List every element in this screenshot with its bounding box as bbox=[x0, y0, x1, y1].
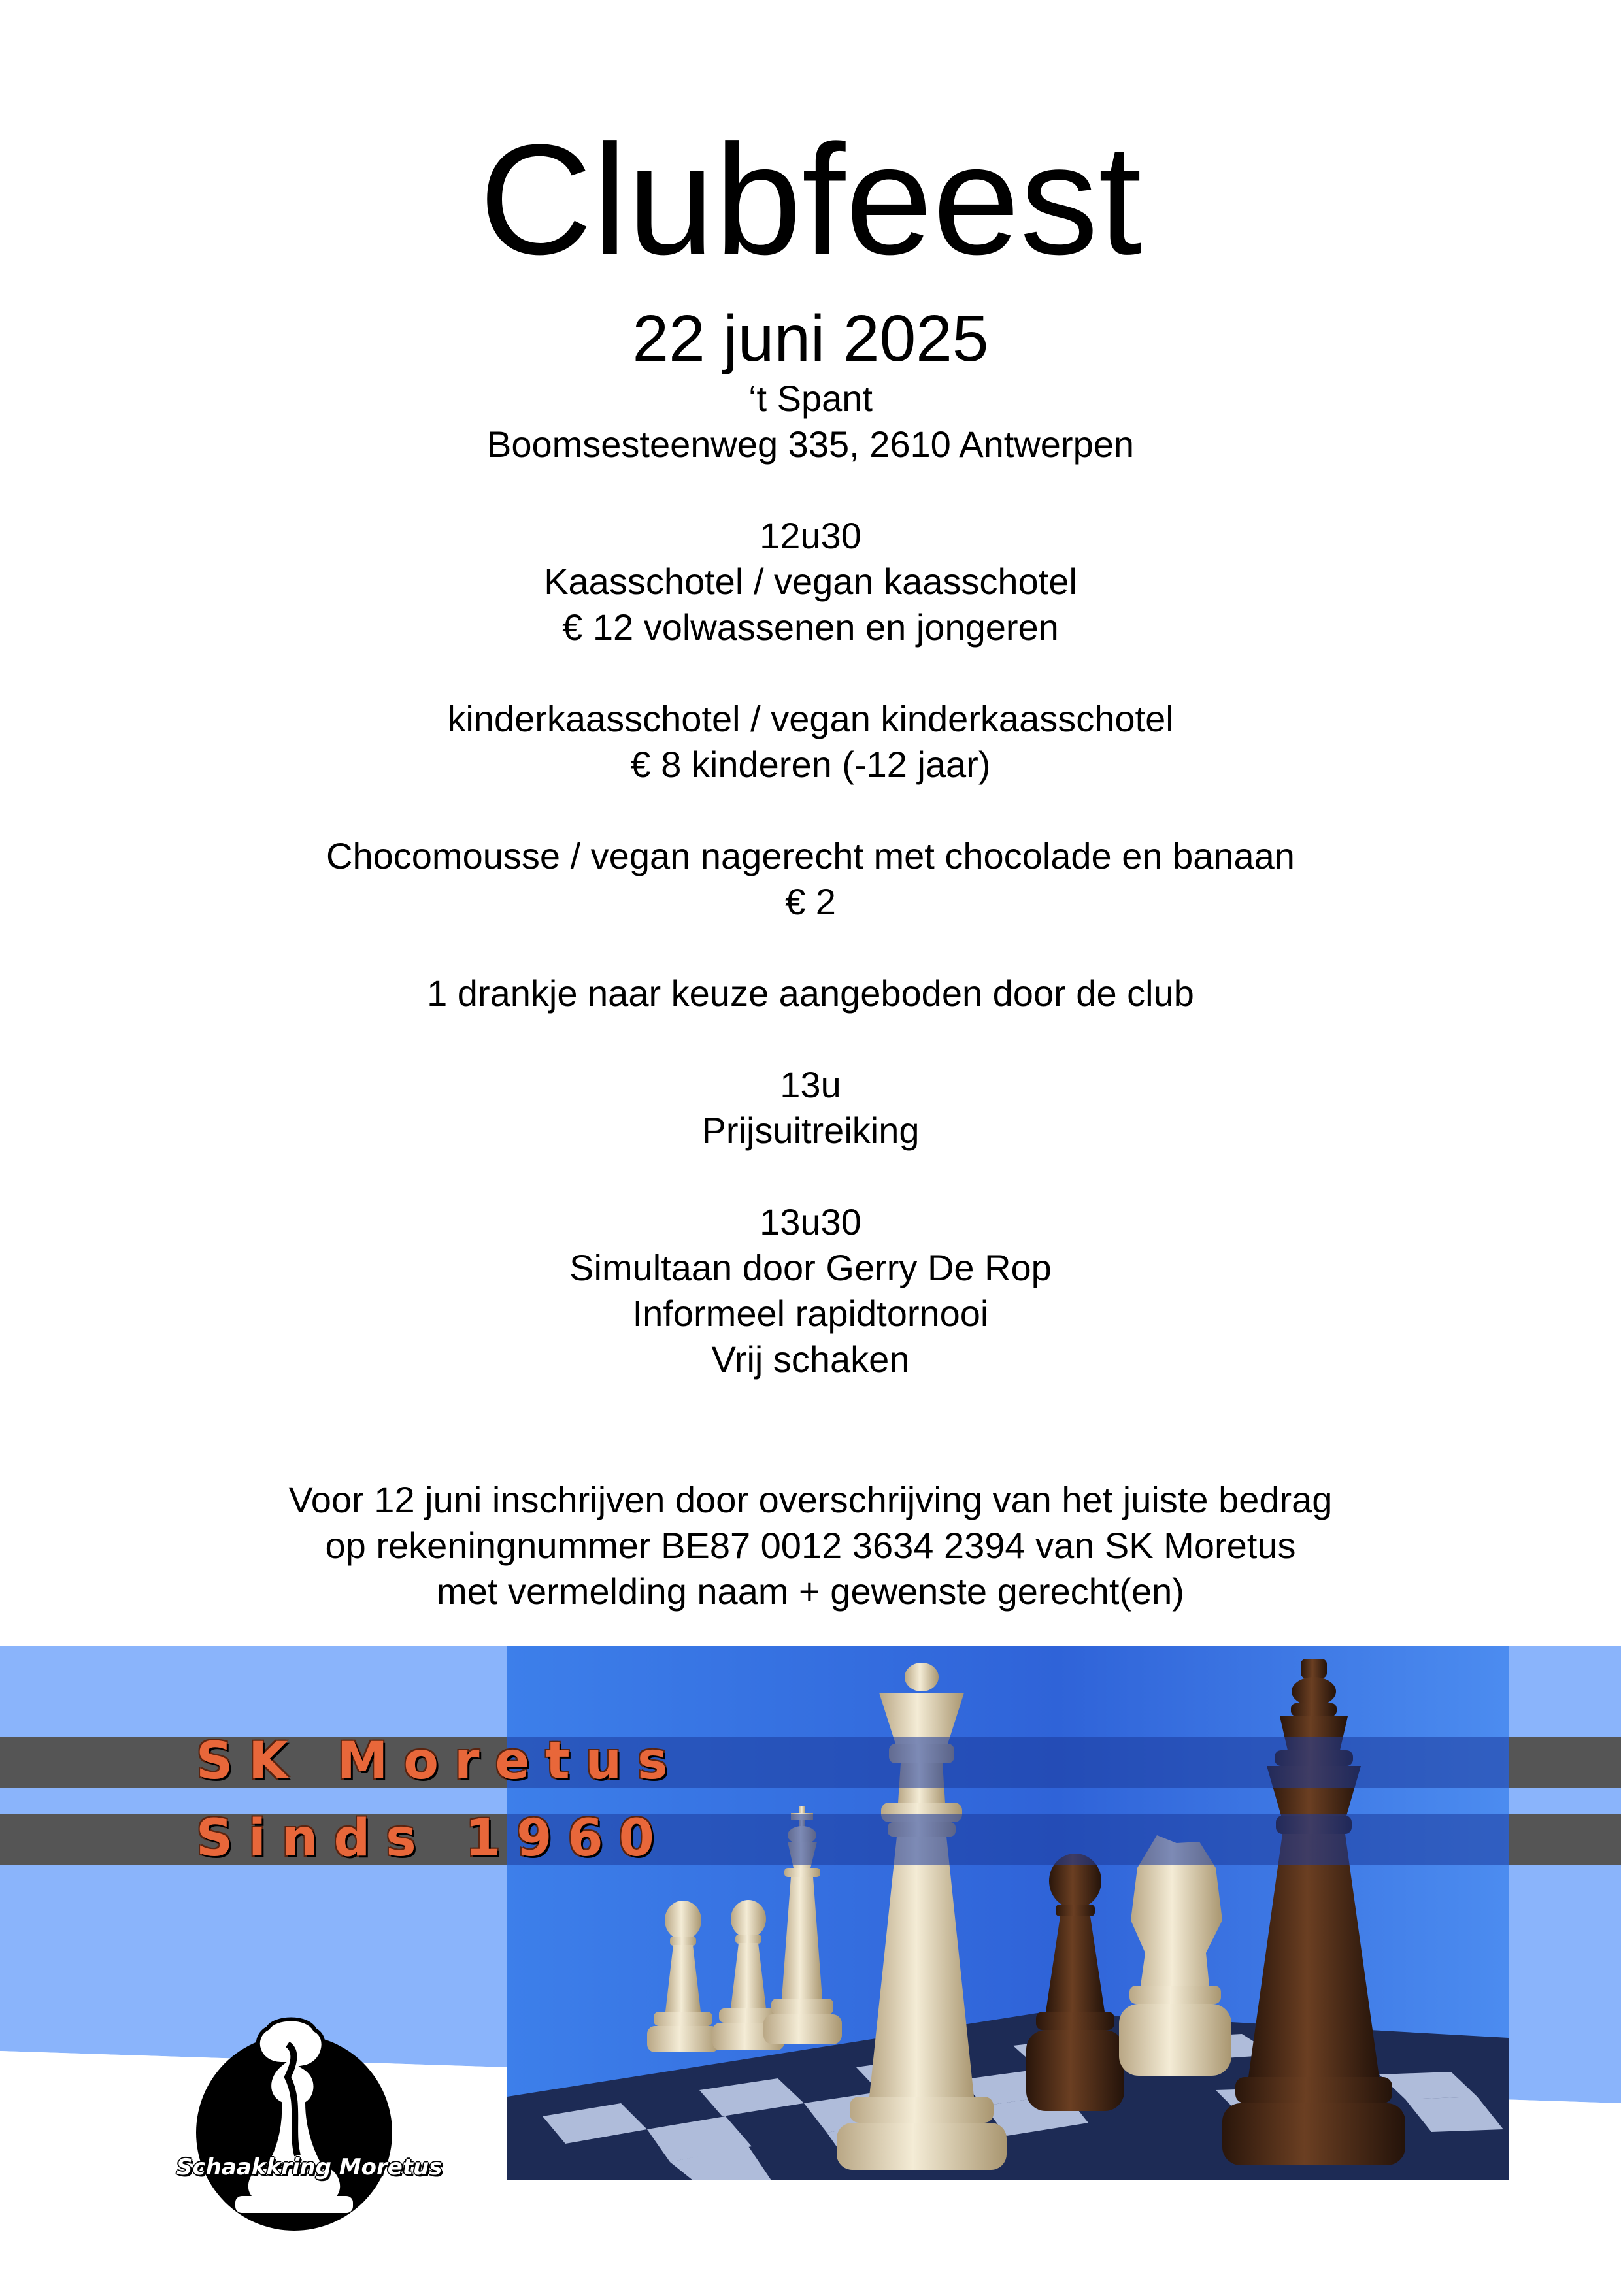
lunch-drink: 1 drankje naar keuze aangeboden door de club bbox=[427, 973, 1194, 1014]
lunch-time: 12u30 bbox=[760, 515, 861, 556]
event-address: Boomsesteenweg 335, 2610 Antwerpen bbox=[486, 424, 1135, 465]
chess-photo bbox=[507, 1646, 1509, 2180]
event-date: 22 juni 2025 bbox=[632, 302, 989, 375]
club-banner bbox=[0, 1646, 1621, 2293]
awards-label: Prijsuitreiking bbox=[701, 1110, 920, 1151]
lunch-dish-child: kinderkaasschotel / vegan kinderkaasschotel bbox=[447, 698, 1174, 739]
afternoon-item-rapid: Informeel rapidtornooi bbox=[632, 1293, 989, 1334]
registration-line-1: Voor 12 juni inschrijven door overschrijving van het juiste bedrag bbox=[288, 1479, 1333, 1520]
afternoon-time: 13u30 bbox=[760, 1201, 861, 1242]
lunch-price-child: € 8 kinderen (-12 jaar) bbox=[630, 744, 991, 785]
afternoon-item-simultaneous: Simultaan door Gerry De Rop bbox=[569, 1247, 1052, 1288]
lunch-dessert: Chocomousse / vegan nagerecht met chocolade en banaan bbox=[326, 835, 1295, 876]
event-title: Clubfeest bbox=[479, 112, 1142, 287]
club-logo-caption: Schaakkring Moretus bbox=[176, 2154, 443, 2180]
awards-time: 13u bbox=[780, 1064, 841, 1105]
registration-line-3: met vermelding naam + gewenste gerecht(en) bbox=[437, 1571, 1184, 1612]
banner-since: Sinds 1960 bbox=[196, 1809, 670, 1868]
lunch-price-adult: € 12 volwassenen en jongeren bbox=[562, 607, 1059, 648]
lunch-dish-adult: Kaasschotel / vegan kaasschotel bbox=[544, 561, 1077, 602]
afternoon-item-free-play: Vrij schaken bbox=[711, 1339, 910, 1380]
lunch-price-dessert: € 2 bbox=[785, 881, 836, 922]
banner-club-name: SK Moretus bbox=[196, 1732, 684, 1791]
registration-line-2: op rekeningnummer BE87 0012 3634 2394 van SK Moretus bbox=[325, 1525, 1296, 1566]
event-venue: ‘t Spant bbox=[748, 378, 873, 419]
